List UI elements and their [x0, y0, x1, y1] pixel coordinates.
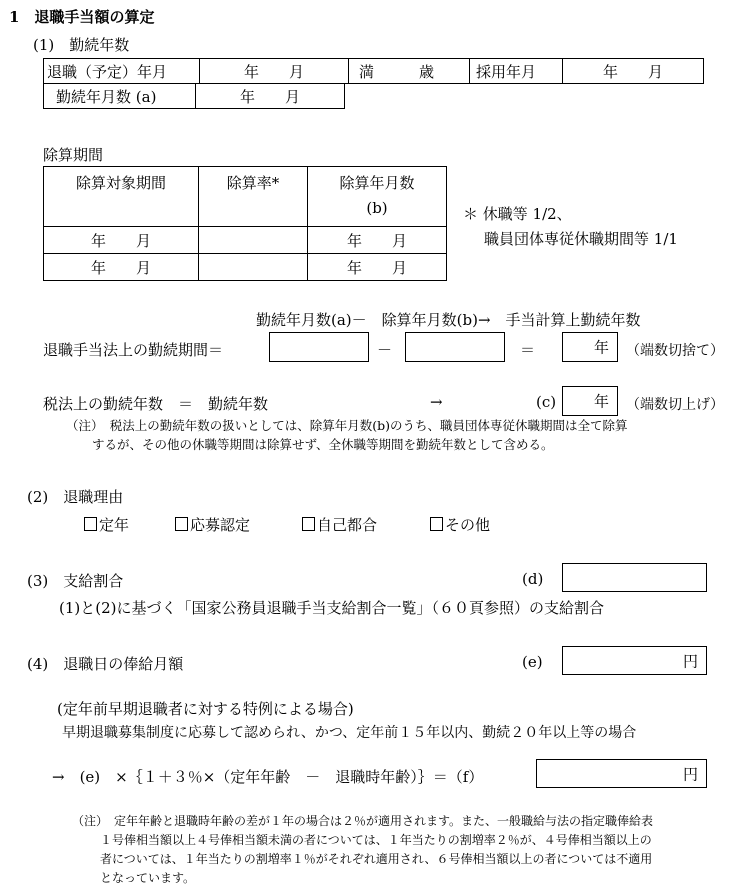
service-months-table	[43, 83, 345, 109]
final-note-line-1: （注） 定年年齢と退職時年齢の差が１年の場合は２％が適用されます。また、一般職給与法の指定職俸給表	[72, 814, 654, 828]
page-title: 1 退職手当額の算定	[9, 8, 155, 26]
retirement-reason-heading: (2) 退職理由	[27, 488, 124, 506]
reason-option-other[interactable]	[430, 514, 490, 535]
calc-years-unit: 年	[593, 338, 609, 357]
retire-date-label: 退職（予定）年月	[44, 59, 200, 84]
reason-option-application[interactable]	[175, 514, 250, 535]
exclusion-rate-note-2: 職員団体専従休職期間等 1/1	[484, 230, 678, 248]
tax-service-label: 税法上の勤続年数 ＝ 勤続年数	[43, 395, 269, 413]
final-note-line-3: 者については、１年当たりの割増率１％がそれぞれ適用され、６号俸相当額以上の者については不適用	[100, 852, 653, 866]
payment-rate-description: (1)と(2)に基づく「国家公務員退職手当支給割合一覧」（６０頁参照）の支給割合	[59, 599, 604, 617]
exclusion-months-input[interactable]	[405, 332, 505, 362]
equals-sign: ＝	[520, 341, 536, 359]
service-years-heading: (1) 勤続年数	[33, 36, 130, 54]
exclusion-heading: 除算期間	[43, 146, 104, 164]
exclusion-col-period: 除算対象期間	[44, 167, 199, 227]
exclusion-row-1-rate[interactable]	[199, 227, 308, 254]
formula-header: 勤続年月数(a)－ 除算年月数(b)→ 手当計算上勤続年数	[256, 311, 641, 329]
payment-rate-heading: (3) 支給割合	[27, 572, 124, 590]
exclusion-row-2-months[interactable]: 年 月	[308, 254, 447, 281]
exclusion-row-1-months[interactable]: 年 月	[308, 227, 447, 254]
d-label: (d)	[522, 570, 544, 588]
exclusion-table	[43, 166, 447, 281]
service-table	[43, 58, 704, 84]
tax-years-input[interactable]	[562, 386, 618, 416]
reason-option-label: 定年	[99, 516, 130, 534]
checkbox-icon[interactable]	[430, 517, 443, 531]
reason-option-label: 応募認定	[190, 516, 251, 534]
service-months-value[interactable]: 年 月	[196, 84, 345, 109]
tax-arrow: →	[430, 393, 443, 411]
service-months-input[interactable]	[269, 332, 369, 362]
checkbox-icon[interactable]	[302, 517, 315, 531]
age-cell[interactable]: 満 歳	[349, 59, 470, 84]
special-yen-unit: 円	[682, 765, 698, 783]
reason-option-label: 自己都合	[317, 516, 378, 534]
e-label: (e)	[522, 653, 543, 671]
exclusion-row-2-period[interactable]: 年 月	[44, 254, 199, 281]
monthly-salary-input[interactable]	[562, 646, 707, 675]
reason-option-voluntary[interactable]	[302, 514, 377, 535]
special-case-description: 早期退職募集制度に応募して認められ、かつ、定年前１５年以内、勤続２０年以上等の場合	[62, 725, 637, 741]
c-label: (c)	[536, 393, 557, 411]
payment-rate-input[interactable]	[562, 563, 707, 592]
monthly-salary-heading: (4) 退職日の俸給月額	[27, 655, 184, 673]
exclusion-row-2-rate[interactable]	[199, 254, 308, 281]
tax-note-line-2: するが、その他の休職等期間は除算せず、全休職等期間を勤続年数として含める。	[92, 437, 554, 452]
rounding-up-note: （端数切上げ）	[626, 397, 724, 413]
reason-option-retirement-age[interactable]	[84, 514, 129, 535]
special-amount-input[interactable]	[536, 759, 707, 788]
tax-years-unit: 年	[593, 392, 609, 411]
tax-note-line-1: （注） 税法上の勤続年数の扱いとしては、除算年月数(b)のうち、職員団体専従休職期間は全て除算	[66, 418, 628, 433]
retirement-law-service-label: 退職手当法上の勤続期間＝	[43, 341, 224, 359]
exclusion-col-months-line1: 除算年月数	[339, 174, 415, 192]
checkbox-icon[interactable]	[84, 517, 97, 531]
salary-yen-unit: 円	[682, 652, 698, 670]
final-note-line-2: １号俸相当額以上４号俸相当額未満の者については、１年当たりの割増率２％が、４号俸相当額以上の	[100, 833, 652, 847]
exclusion-col-rate: 除算率*	[199, 167, 308, 227]
minus-sign: －	[377, 341, 393, 359]
service-months-label: 勤続年月数 (a)	[44, 84, 196, 109]
hire-date-label: 採用年月	[470, 59, 563, 84]
reason-option-label: その他	[445, 516, 491, 534]
exclusion-col-months-line2: (b)	[366, 199, 388, 217]
exclusion-col-months	[308, 167, 447, 227]
special-case-heading: (定年前早期退職者に対する特例による場合)	[57, 700, 354, 718]
special-case-formula: → (e) ×｛１＋３％×（定年年齢 － 退職時年齢）｝＝（f）	[52, 768, 484, 786]
exclusion-row-1-period[interactable]: 年 月	[44, 227, 199, 254]
calc-years-input[interactable]	[562, 332, 618, 362]
rounding-down-note: （端数切捨て）	[626, 343, 724, 359]
retire-date-value[interactable]: 年 月	[200, 59, 349, 84]
final-note-line-4: となっています。	[100, 871, 196, 885]
checkbox-icon[interactable]	[175, 517, 188, 531]
hire-date-value[interactable]: 年 月	[563, 59, 704, 84]
exclusion-rate-note-1: ＊ 休職等 1/2、	[463, 205, 572, 223]
